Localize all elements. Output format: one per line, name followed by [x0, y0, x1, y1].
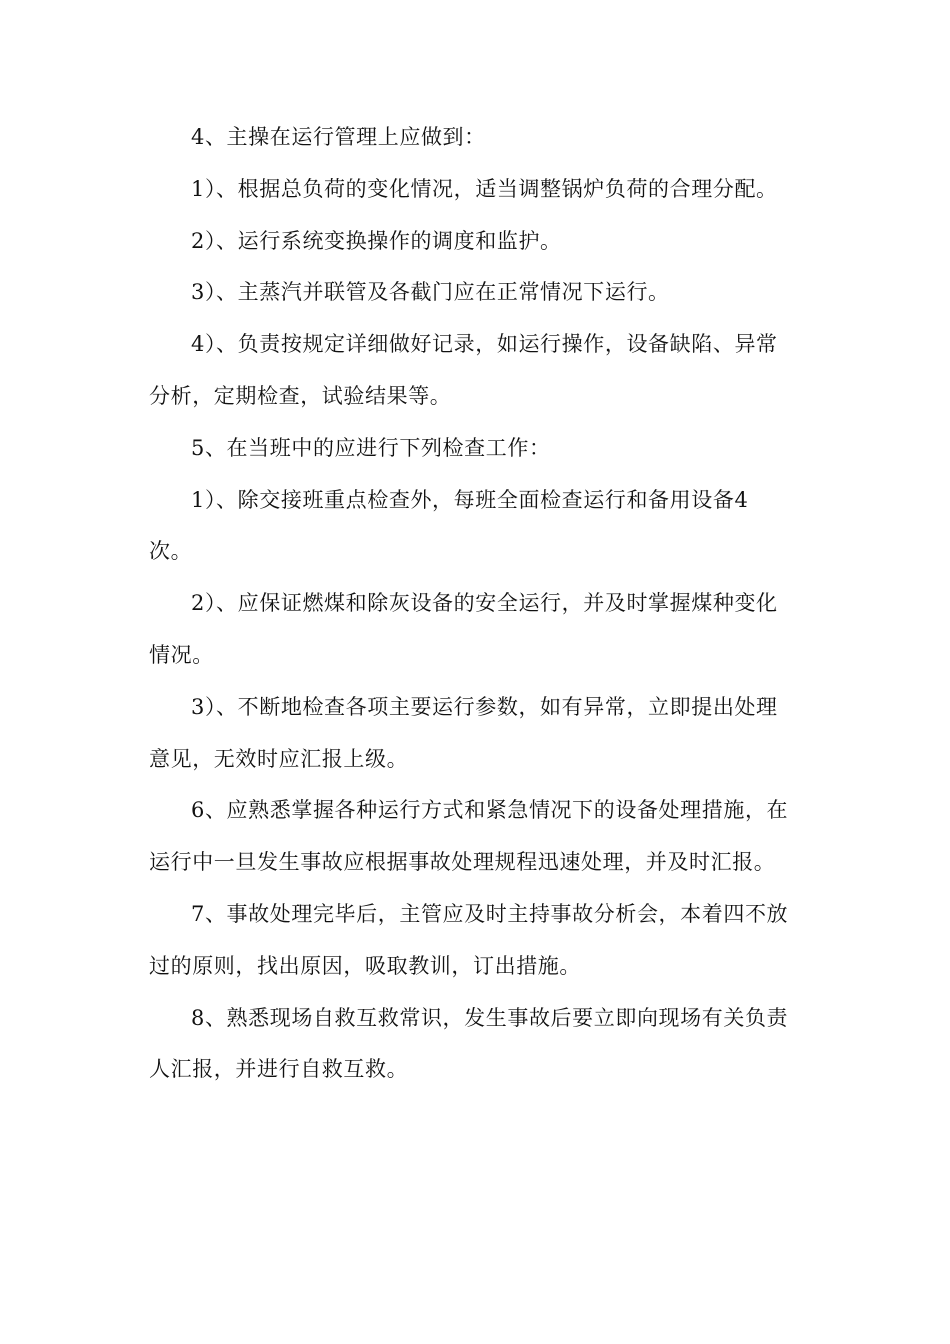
paragraph-4-1: 1）、根据总负荷的变化情况，适当调整锅炉负荷的合理分配。	[191, 176, 778, 201]
paragraph-4-3: 3）、主蒸汽并联管及各截门应在正常情况下运行。	[191, 280, 670, 305]
paragraph-7: 7、事故处理完毕后，主管应及时主持事故分析会，本着四不放过的原则，找出原因，吸取教训，订出措施。	[149, 901, 789, 978]
paragraph-5-3: 3）、不断地检查各项主要运行参数，如有异常，立即提出处理意见，无效时应汇报上级。	[149, 694, 778, 771]
paragraph-5-1: 1）、除交接班重点检查外，每班全面检查运行和备用设备4次。	[149, 487, 749, 564]
document-body	[149, 112, 789, 1096]
paragraph-5-heading: 5、在当班中的应进行下列检查工作：	[191, 435, 551, 460]
paragraph-4-heading: 4、主操在运行管理上应做到：	[191, 125, 486, 149]
paragraph-4-2: 2）、运行系统变换操作的调度和监护。	[191, 228, 562, 253]
paragraph-5-2: 2）、应保证燃煤和除灰设备的安全运行，并及时掌握煤种变化情况。	[149, 591, 778, 667]
paragraph-4-4: 4）、负责按规定详细做好记录，如运行操作，设备缺陷、异常分析，定期检查，试验结果等。	[149, 332, 778, 408]
paragraph-6: 6、应熟悉掌握各种运行方式和紧急情况下的设备处理措施，在运行中一旦发生事故应根据事故处理规程迅速处理，并及时汇报。	[149, 798, 789, 875]
paragraph-8: 8、熟悉现场自救互救常识，发生事故后要立即向现场有关负责人汇报，并进行自救互救。	[149, 1005, 789, 1082]
